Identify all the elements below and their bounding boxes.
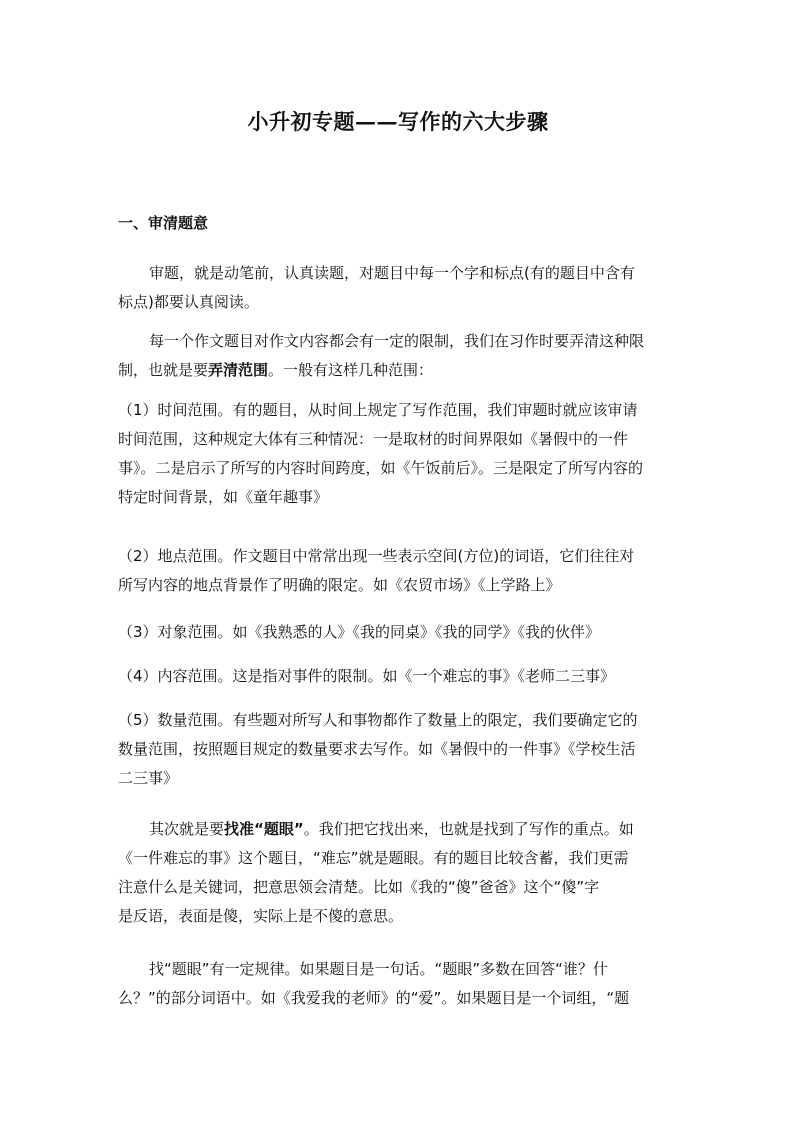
text-line: 注意什么是关键词，把意思领会清楚。比如《我的“傻”爸爸》这个“傻”字 bbox=[118, 878, 600, 896]
paragraph-review-intro bbox=[118, 259, 678, 317]
text-line: （4）内容范围。这是指对事件的限制。如《一个难忘的事》《老师二三事》 bbox=[118, 667, 616, 685]
text-line: （3）对象范围。如《我熟悉的人》《我的同桌》《我的同学》《我的伙伴》 bbox=[118, 623, 601, 641]
text-line: （1）时间范围。有的题目，从时间上规定了写作范围，我们审题时就应该审请 bbox=[118, 401, 638, 419]
text-line: 每一个作文题目对作文内容都会有一定的限制，我们在习作时要弄清这种限 bbox=[149, 332, 645, 350]
text-line: 时间范围，这种规定大体有三种情况：一是取材的时间界限如《暑假中的一件 bbox=[118, 430, 629, 448]
text-segment: 。一般有这样几种范围： bbox=[268, 361, 434, 379]
bold-keyword: 找准“题眼” bbox=[224, 820, 304, 838]
list-item-object-scope bbox=[118, 618, 678, 647]
text-line: 数量范围，按照题目规定的数量要求去写作。如《暑假中的一件事》《学校生活 bbox=[118, 740, 636, 758]
text-line: 找“题眼”有一定规律。如果题目是一句话。“题眼”多数在回答“谁？什 bbox=[149, 960, 608, 978]
text-line: 标点)都要认真阅读。 bbox=[118, 293, 259, 311]
text-line: 所写内容的地点背景作了明确的限定。如《农贸市场》《上学路上》 bbox=[118, 576, 561, 594]
text-line: 是反语，表面是傻，实际上是不傻的意思。 bbox=[118, 907, 404, 925]
paragraph-title-eye bbox=[118, 815, 678, 931]
text-line: （2）地点范围。作文题目中常常出现一些表示空间(方位)的词语，它们往往对 bbox=[118, 547, 635, 565]
text-segment: 其次就是要 bbox=[149, 820, 225, 838]
text-line: 审题，就是动笔前，认真读题，对题目中每一个字和标点(有的题目中含有 bbox=[149, 264, 635, 282]
paragraph-scope bbox=[118, 327, 678, 385]
section-heading: 一、审清题意 bbox=[118, 214, 209, 232]
text-line: 事》。二是启示了所写的内容时间跨度，如《午饭前后》。三是限定了所写内容的 bbox=[118, 459, 644, 477]
text-line bbox=[118, 815, 678, 844]
text-line: （5）数量范围。有些题对所写人和事物都作了数量上的限定，我们要确定它的 bbox=[118, 711, 638, 729]
text-line: 么？”的部分词语中。如《我爱我的老师》的“爱”。如果题目是一个词组，“题 bbox=[118, 989, 630, 1007]
list-item-time-scope bbox=[118, 396, 678, 512]
list-item-place-scope bbox=[118, 542, 678, 600]
text-segment: 制，也就是要 bbox=[118, 361, 209, 379]
text-line: 特定时间背景，如《童年趣事》 bbox=[118, 488, 329, 506]
text-line bbox=[118, 356, 678, 385]
list-item-content-scope bbox=[118, 662, 678, 691]
text-segment: 。我们把它找出来，也就是找到了写作的重点。如 bbox=[303, 820, 634, 838]
text-line: 二三事》 bbox=[118, 769, 179, 787]
list-item-quantity-scope bbox=[118, 706, 678, 793]
paragraph-title-eye-rules bbox=[118, 955, 678, 1013]
text-line: 《一件难忘的事》这个题目，“难忘”就是题眼。有的题目比较含蓄，我们更需 bbox=[118, 849, 629, 867]
bold-keyword: 弄清范围 bbox=[208, 361, 269, 379]
page-title: 小升初专题——写作的六大步骤 bbox=[247, 109, 549, 134]
